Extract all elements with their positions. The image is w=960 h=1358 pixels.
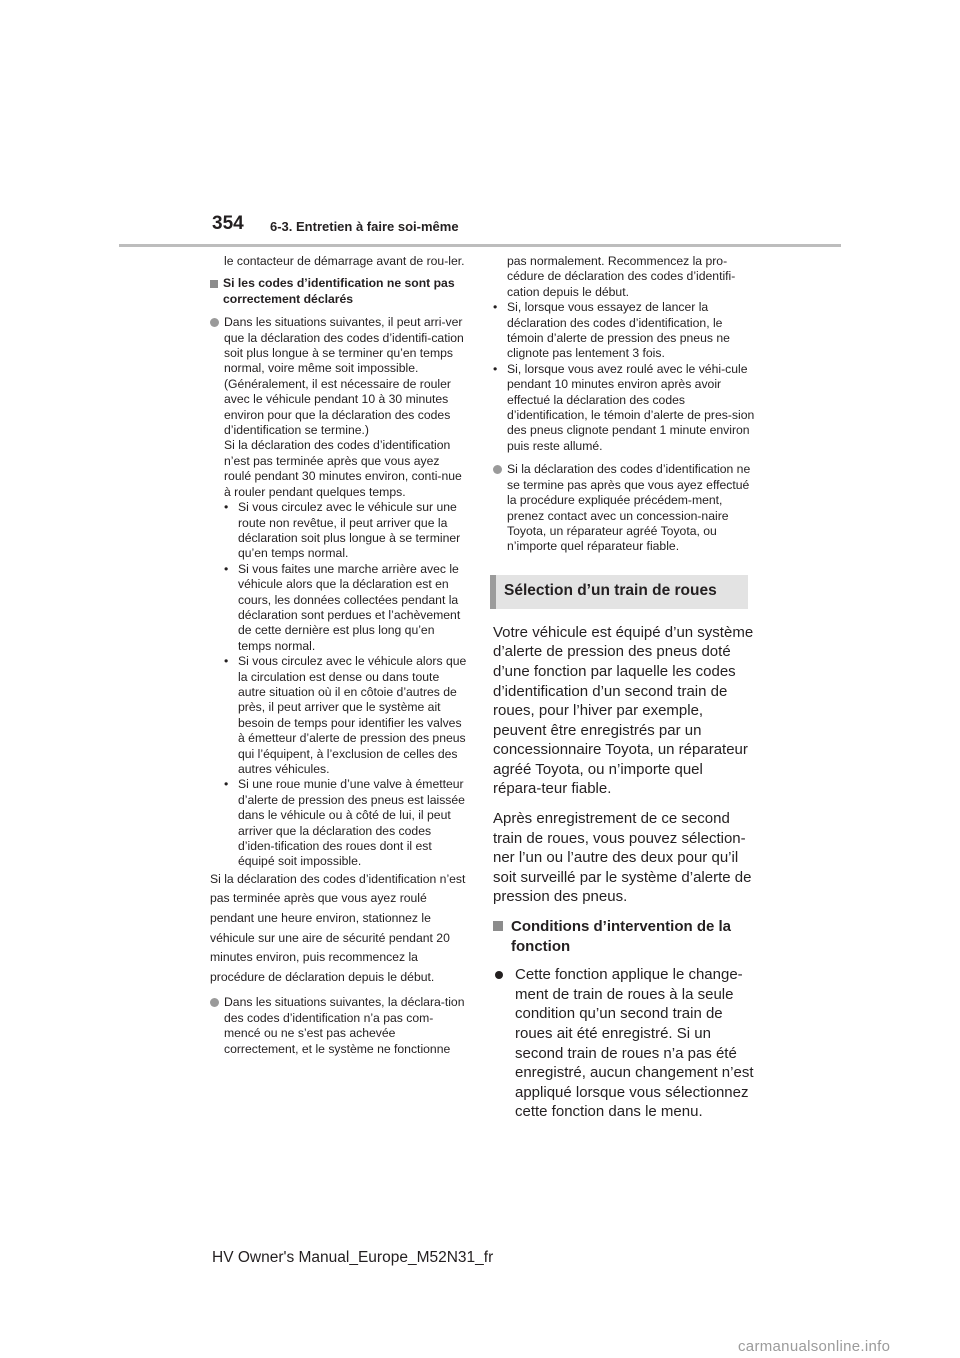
subheading (493, 917, 755, 956)
circle-bullet-icon (493, 465, 502, 474)
subheading-text: Si les codes d’identification ne sont pas correctement déclarés (223, 276, 455, 306)
body-paragraph: Votre véhicule est équipé d’un système d’alerte de pression des pneus doté d’une fonction par laquelle les codes d’identification d’un second train de roues, pour l’hiver par exemple, peuvent être enregistrés par un concessionnaire Toyota, un réparateur agréé Toyota, ou n’importe quel répara-teur fiable. (493, 623, 754, 798)
bullet-paragraph (493, 965, 755, 1122)
subheading (210, 276, 468, 307)
continuation-text: le contacteur de démarrage avant de rou-ler. (224, 254, 465, 268)
subheading-text: Conditions d’intervention de la fonction (511, 918, 732, 955)
square-bullet-icon (210, 280, 218, 288)
bullet-paragraph (493, 462, 755, 554)
circle-bullet-icon (210, 318, 219, 327)
bullet-text: Dans les situations suivantes, il peut arri-ver que la déclaration des codes d’identifi-cation soit plus longue à se terminer qu’en temps normal, voire même soit impossible. (Généralement, il est nécessaire de rouler avec le véhicule pendant 10 à 30 minutes environ pour que la déclaration des codes d’identification se termine.) (224, 315, 464, 438)
list-item: • Si, lorsque vous avez roulé avec le véhi-cule pendant 10 minutes environ après avoir effectué la déclaration des codes d’identification, le témoin d’alerte de pres-sion des pneus clignote pendant 1 minute environ puis reste allumé. (493, 361, 755, 453)
dash-bullet-icon: • (493, 300, 498, 315)
page-number: 354 (212, 213, 244, 234)
dash-bullet-icon: • (493, 361, 498, 376)
bullet-text: Cette fonction applique le change-ment de train de roues à la seule condition qu’un second train de roues ait été enregistré. Si un second train de roues n’a pas été enregistré, aucun changement n’est appliqué lorsque vous sélectionnez cette fonction dans le menu. (515, 966, 754, 1121)
list-item: • Si, lorsque vous essayez de lancer la déclaration des codes d’identification, le témoin d’alerte de pression des pneus ne clignote pas lentement 3 fois. (493, 300, 730, 361)
dash-bullet-icon: • (224, 777, 229, 792)
list-item: • Si vous faites une marche arrière avec le véhicule alors que la déclaration est en cours, les données collectées pendant la déclaration sont perdues et l’achèvement de cette dernière est plus long qu’en temps normal. (224, 561, 461, 653)
bullet-text: Dans les situations suivantes, la déclara-tion des codes d’identification n’a pas com-mencé ou ne s’est pas achevée correctement, et le système ne fonctionne (224, 995, 465, 1056)
watermark: carmanualsonline.info (738, 1338, 891, 1355)
dash-bullet-icon: • (224, 561, 229, 576)
dash-list (224, 500, 468, 870)
bullet-text: Si la déclaration des codes d’identification ne se termine pas après que vous ayez effectué la procédure expliquée précédem-ment, prenez contact avec un concession-naire Toyota, un réparateur agréé Toyota, ou n’importe quel réparateur fiable. (507, 462, 751, 554)
circle-bullet-icon (495, 971, 503, 979)
header-divider (119, 244, 841, 247)
square-bullet-icon (493, 921, 503, 931)
bullet-paragraph (210, 995, 468, 1057)
banner-title: Sélection d’un train de roues (504, 581, 717, 599)
list-item: • Si vous circulez avec le véhicule alors que la circulation est dense ou dans toute autre situation où il en côtoie d’autres de près, il peut arriver que le système ait besoin de temps pour identifier les valves à émetteur d’alerte de pression des pneus qui l’équipent, à l’exclusion de celles des autres véhicules. (224, 654, 467, 776)
circle-bullet-icon (210, 998, 219, 1007)
section-banner (490, 575, 748, 609)
body-paragraph: Après enregistrement de ce second train de roues, vous pouvez sélection-ner l’un ou l’autre des deux pour qu’il soit surveillé par le système d’alerte de pression des pneus. (493, 810, 752, 906)
dash-list (493, 300, 755, 454)
dash-bullet-icon: • (224, 654, 229, 669)
footer-manual-name: HV Owner's Manual_Europe_M52N31_fr (212, 1249, 494, 1266)
continuation-text: pas normalement. Recommencez la pro-cédure de déclaration des codes d’identifi-cation depuis le début. (507, 254, 736, 299)
left-column (210, 254, 468, 1057)
dash-bullet-icon: • (224, 500, 229, 515)
section-title: 6-3. Entretien à faire soi-même (270, 219, 459, 234)
right-column (493, 254, 755, 1122)
note-paragraph: Si la déclaration des codes d’identification n’est pas terminée après que vous ayez roulé pendant une heure environ, stationnez le véhicule sur une aire de sécurité pendant 20 minutes environ, puis recommencez la procédure de déclaration depuis le début. (210, 871, 466, 984)
bullet-text-2: Si la déclaration des codes d’identification n’est pas terminée après que vous ayez roulé pendant 30 minutes environ, conti-nue à rouler pendant quelques temps. (224, 438, 462, 499)
list-item: • Si vous circulez avec le véhicule sur une route non revêtue, il peut arriver que la déclaration soit plus longue à se terminer qu’en temps normal. (224, 500, 461, 561)
bullet-paragraph (210, 315, 468, 870)
list-item: • Si une roue munie d’une valve à émetteur d’alerte de pression des pneus est laissée dans le véhicule ou à côté de lui, il peut arriver que la déclaration des codes d’iden-tification des roues dont il est équipé soit impossible. (224, 777, 465, 869)
